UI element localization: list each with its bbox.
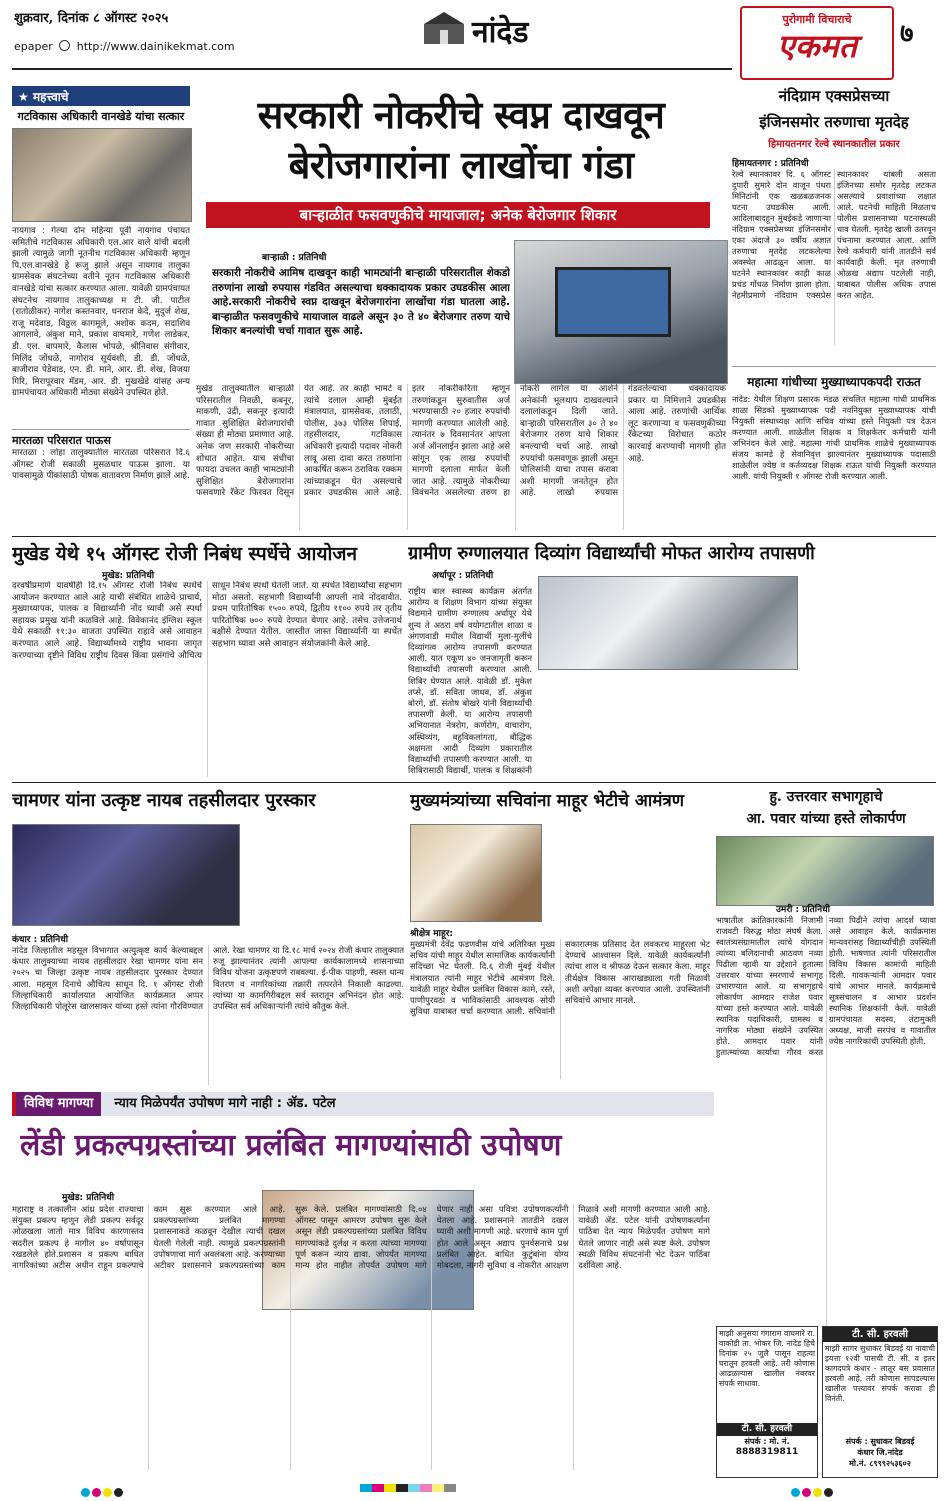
demands-band [12,1092,714,1116]
hall-body: भाषातील क्रांतिकारकांनी निजामी राजवटी विरुद्ध मोठा संघर्ष केला. स्वातंत्र्यसंग्रामातील त्यांचे योगदान त्यांच्या बलिदानाची आठवण नव्या पिढीला व्हावी या उद्देशाने हुतात्मा उत्तरवार यांच्या स्मरणार्थ सभागृह उभारण्यात आले. या सभागृहाचे लोकार्पण आमदार राजेश पवार यांच्या हस्ते करण्यात आले. यावेळी स्थानिक पदाधिकारी, ग्रामस्थ व नागरिक मोठ्या संख्येने उपस्थित होते. आमदार पवार यांनी हुतात्म्यांच्या कार्याचा गौरव करत नव्या पिढीने त्यांचा आदर्श घ्यावा असे आवाहन केले. कार्यक्रमास मान्यवरांसह विद्यार्थ्यांचीही उपस्थिती होती. भाषणात त्यांनी परिसरातील विविध विकास कामांची माहिती दिली. गावकऱ्यांनी आमदार पवार यांचे आभार मानले. कार्यक्रमाचे सूत्रसंचालन व आभार प्रदर्शन स्थानिक शिक्षकांनी केले. यावेळी ग्रामपंचायत सदस्य, तंटामुक्ती अध्यक्ष, माजी सरपंच व गावातील ज्येष्ठ नागरिकांची उपस्थिती होती. [716,915,936,1057]
obit2-contact: संपर्क : सुधाकर बिडवई [845,1437,915,1446]
masthead-rule [12,68,732,70]
obit2-place: कंधार जि.नांदेड [857,1448,903,1457]
registration-marks-right [790,1482,834,1501]
obit1-body: माझी अनुसया गंगाराम वाघमारे रा. वाकोडी ता. भोकर जि. नांदेड हिचे दिनांक २५ जुलै पासून राहत्या घरातून हरवली आहे. तरी कोणास आढळल्यास खालील नंबरवर संपर्क साधावा. [719,1329,815,1388]
hall-byline: उमरी : प्रतिनिधी [776,905,830,915]
right-story1-headline: इंजिनसमोर तरुणाचा मृतदेह [759,113,909,131]
cm-headline: मुख्यमंत्र्यांच्या सचिवांना माहूर भेटीचे आमंत्रण [410,791,685,811]
health-headline: ग्रामीण रुग्णालयात दिव्यांग विद्यार्थ्यांची मोफत आरोग्य तपासणी [408,543,815,564]
black-dot [114,1488,123,1497]
story-award [12,786,404,1086]
essay-headline: मुखेड येथे १५ ऑगस्ट रोजी निबंध स्पर्धेचे आयोजन [12,543,358,565]
sidebar-photo [12,128,192,222]
obit1 [716,1326,818,1478]
cyan-dot [81,1488,90,1497]
strip-black [396,1484,408,1492]
yellow-dot [813,1488,822,1497]
award-photo [12,824,240,926]
right-story2-body: नांदेड: येथील शिक्षण प्रसारक मंडळ संचलित महात्मा गांधी प्राथमिक शाळा सिडको मुख्याध्यापक पदी नवनियुक्त मुख्याध्यापक यांची नियुक्ती संस्थाध्यक्ष आणि सचिव यांच्या हस्ते नियुक्ती पत्र देऊन करण्यात आली. शाळेतील शिक्षक व शिक्षकेतर कर्मचारी यांनी अभिनंदन केले आहे. महात्मा गांधी प्राथमिक शाळेचे मुख्याध्यापक संजय कामडे हे सेवानिवृत्त झाल्यानंतर मुख्याध्यापक पदासाठी शाळेतील ज्येष्ठ व कर्तव्यदक्ष शिक्षक राऊत यांची नियुक्ती करण्यात आली. यांची नियुक्ती १ ऑगस्ट रोजी करण्यात आली. [732,394,936,481]
right-story1-byline: हिमायतनगर : प्रतिनिधी [732,159,809,169]
obit2-phone: मो.नं. ८९९९२५३६०२ [849,1459,911,1468]
main-lead: सरकारी नोकरीचे आमिष दाखवून काही भामट्यांनी बाऱ्हाळी परिसरातील शेकडो तरुणांना लाखो रुपयास गंडवित असल्याचा धक्कादायक प्रकार उघडकीस आला आहे.सरकारी नोकरीचे स्वप्न दाखवून बेरोजगारांना लाखोंचा गंडा घातला आहे. बाऱ्हाळीत फसवणुकीचे मायाजाल वाढले असून ३० ते ४० बेरोजगार तरुण याचे शिकार बनल्यांची चर्चा गावात सुरू आहे. [212,267,510,338]
story-health [408,540,936,778]
row3-rule [12,782,936,783]
magenta-dot [802,1488,811,1497]
obit2 [822,1326,938,1478]
essay-body: दरवर्षीप्रमाणे यावर्षीही दि.१५ ऑगस्ट रोजी निबंध स्पर्धेचे आयोजन करण्यात आले आहे याची संबंधित शाळेचे प्राचार्य, मुख्याध्यापक, पालक व विद्यार्थ्यांनी नोंद घ्यावी असे स्पर्धा सहायक प्रमुख यांनी कळविले आहे. विवेकानंद इंग्लिश स्कूल येथे सकाळी ११:३० वाजता उपस्थित राहावे असे आवाहन करण्यात आले आहे. विद्यार्थ्यांमध्ये राष्ट्रीय भावना जागृत करण्याच्या दृष्टीने विविध राष्ट्रीय दिवस किंवा प्रसंगांचे औचित्य साधून निबंध स्पर्धा घेतली जाते. या स्पर्धेत विद्यार्थ्यांचा सहभाग मोठा असतो. सहभागी विद्यार्थ्यांनी आपली नावे नोंदवावीत. प्रथम पारितोषिक १५०० रुपये, द्वितीय ११०० रुपये तर तृतीय पारितोषिक ७०० रुपये देण्यात येणार आहे. तसेच उत्तेजनार्थ बक्षीसे देण्यात येतील. जास्तीत जास्त विद्यार्थ्यांनी या स्पर्धेत सहभाग घ्यावा असे आवाहन संयोजकांनी केले आहे. [12,581,402,661]
cm-photo-caption: श्रीक्षेत्र माहूर: [410,929,454,939]
award-body: नांदेड जिल्हातील महसूल विभागात अत्युत्कृष्ट कार्य केल्याबद्दल कंधार तालुक्याच्या नायब तहसीलदार रेखा चामणर यांना सन २०२५ चा जिल्हा उत्कृष्ट नायब तहसीलदार पुरस्कार देण्यात आला. महसूल दिनाचे औचित्य साधून दि. १ ऑगस्ट रोजी जिल्हाधिकारी कार्यालयात आयोजित कार्यक्रमात अप्पर जिल्हाधिकारी पोलूरेस खालसाकर यांच्या हस्ते त्यांना गौरविण्यात आले. रेखा चामणर या दि.१८ मार्च २०२४ रोजी कंधार तालुक्यात रुजू झाल्यानंतर त्यांनी आपल्या कार्यकालामध्ये शासनाच्या विविध योजना उत्कृष्टपणे राबवल्या. ई-पीक पाहणी, स्वस्त धान्य वितरण व नागरिकांच्या तक्रारी तत्परतेने निकाली काढल्या. त्यांच्या या कामगिरीबद्दल सर्व स्तरातून अभिनंदन होत आहे. उपस्थित सर्व अधिकाऱ्यांनी त्यांचे कौतुक केले. [12,945,404,1012]
strip-yellow [384,1484,396,1492]
hall-headline-line1: हु. उत्तरवार सभागृहाचे [769,789,883,805]
obit1-phone: 8888319811 [735,1447,799,1457]
hall-photo [716,836,934,906]
right-story1 [732,86,936,366]
hall-headline-line2: आ. पवार यांच्या हस्ते लोकार्पण [746,811,906,827]
right-story2-headline: महात्मा गांधीच्या मुख्याध्यापकपदी राऊत [747,375,921,389]
globe-icon [59,40,70,51]
health-byline: अर्धापूर : प्रतिनिधी [432,571,494,581]
main-dateline: बाऱ्हाळी : प्रतिनिधी [262,253,327,263]
yellow-dot [103,1488,112,1497]
obit1-contact-label: संपर्क : मो. नं. [744,1437,790,1446]
story-hall-text [716,902,936,1322]
sidebar-story1-text: नायगाव : गेल्या दोन महिन्या पूर्वी नायगाव पंचायत समितीचे गटविकास अधिकारी एल.आर वाले यांची बदली झाली त्यामुळे जागी नूतनीच गटविकास अधिकारी म्हणून पि.एल.वानखेडे हे रूजु झाले असून नायगाव तालुका ग्रामसेवक संघटनेच्या वतीने नूतन गटविकास अधिकारी वानखेडे यांचा सत्कार करण्यात आला. यावेळी ग्रामपंचायत संघटनेच नायगाव तालुकाध्यक्ष म टी. जी. पाटील (रातोळीकर) नागेश कस्तनवार, धनराज केदे, मुदुर्ज शेख, राजू मदेवाड, विठ्ठल कागमूले, अशोक कदम, सदाशिव आगलावे, अंकुश माने, प्रकाश वाघमारे, गणेश लाडेकर, डी. एल. बापमारे, कैलास भोपळे, श्रीनिवास संगीवार, मिलिंद जोंधळे, नागोराव सूर्यवंशी, डी. डी. जोंधळे, बाजीराव पेडेवाड, एन. डी. माने, आर. डी. शेख, विजया गिरि, मिरापूरवार मॅडम, आर. डी. मुखखेडे यांसह अन्य ग्रामपंचायत अधिकारी मोठ्या संख्येने उपस्थित होते. [12,226,190,399]
right-story2 [732,366,936,531]
hunger-byline: मुखेड: प्रतिनिधी [62,1193,115,1203]
obit1-name: टी. सी. हरवली [717,1423,817,1436]
issue-date: शुक्रवार, दिनांक ८ ऑगस्ट २०२५ [14,11,169,26]
band-label: विविध मागण्या [16,1092,101,1116]
main-photo [514,240,728,384]
color-strip [360,1484,456,1492]
black-dot [824,1488,833,1497]
right-story1-kicker: नंदिग्राम एक्सप्रेसच्या [778,87,890,105]
star-icon: ★ [18,90,29,104]
main-subhead: बाऱ्हाळीत फसवणुकीचे मायाजाल; अनेक बेरोजगार शिकार [206,202,710,228]
hunger-body: महाराष्ट्र व तत्कालीन आंध्र प्रदेश राज्याचा संयुक्त प्रकल्प म्हणून लेंडी प्रकल्प सर्वदूर ओळखला जातो मात्र विविध कारणास्तव सदरील प्रकल्प हे मागील ४० वर्षांपासून रखडलेले होते.प्रशासन व प्रकल्प बाधित नागरिकांच्या अटीस अधीन राहून प्रकल्पाचे काम सुरू करण्यात आले आहे. प्रकल्पग्रस्तांच्या प्रलंबित मागण्या प्रशासनाकडे कळवून देखील त्याची दखल घेतली गेलेली नाही. त्यामुळे प्रकल्पग्रस्तांनी उपोषणाचा मार्ग अवलंबला आहे. करण्याच्या अटीवर प्रशासनाने प्रकल्पग्रस्तांच्या काम सुरू केले. प्रलंबित मागण्यांसाठी दि.०४ ऑगस्ट पासून आमरण उपोषण सुरू केले असून लेंडी प्रकल्पग्रस्तांच्या प्रलंबित विविध मागण्यांकडे दुर्लक्ष न करता त्यांच्या मागण्या पूर्ण करून न्याय द्यावा. जोपर्यंत मागण्या मान्य होत नाहीत तोपर्यंत उपोषण मागे घेणार नाही असा पवित्रा उपोषणकर्त्यांनी घेतला आहे. प्रशासनाने तातडीने दखल घ्यावी अशी मागणी आहे. धरणाचे काम पूर्ण होत आले असून अद्याप पुनर्वसनाचे प्रश्न प्रलंबित आहेत. बाधित कुटुंबांना योग्य मोबदला, नागरी सुविधा व नोकरीत आरक्षण मिळावे अशी मागणी करण्यात आली आहे. यावेळी ॲड. पटेल यांनी उपोषणकर्त्यांना पाठिंबा देत न्याय मिळेपर्यंत उपोषण मागे घेतले जाणार नाही असे स्पष्ट केले. उपोषण स्थळी विविध संघटनांनी भेट देऊन पाठिंबा दर्शविला आहे. [12,1204,710,1271]
row2-rule [12,536,936,537]
award-byline: कंधार : प्रतिनिधी [12,935,69,945]
website-url: http://www.dainikekmat.com [76,40,235,53]
main-headline-line2: बेरोजगारांना लाखोंचा गंडा [288,142,634,187]
obit2-body: माझी सागर सुधाकर बिडवई या नावाची इयत्ता १२वी पासची टी. सी. व इतर कागदपत्रे कंधार - लातूर बस प्रवासात हरवली आहे. तरी कोणास सापडल्यास खालील पत्त्यावर संपर्क करावा ही विनंती. [825,1344,935,1403]
brand-tagline: पुरोगामी विचाराचे [782,13,852,26]
sidebar-story1-title: गटविकास अधिकारी वानखेडे यांचा सत्कार [17,110,185,123]
strip-yellow2 [432,1484,444,1492]
masthead-emblem [420,10,468,46]
strip-cyan [360,1484,372,1492]
brand-logo [740,6,894,80]
strip-grey [444,1484,456,1492]
sidebar-box-title: ★ महत्त्वाचे [12,86,190,106]
story-essay [12,540,402,778]
main-headline-line1: सरकारी नोकरीचे स्वप्न दाखवून [257,92,665,137]
masthead [0,0,945,82]
registration-marks-left [80,1482,124,1501]
cyan-dot [791,1488,800,1497]
right-story1-subhead: हिमायतनगर रेल्वे स्थानकातील प्रकार [768,139,900,150]
essay-byline: मुखेड: प्रतिनिधी [102,571,155,581]
epaper-label: epaper [14,40,53,53]
band-quote: न्याय मिळेपर्यंत उपोषण मागे नाही : ॲड. पटेल [114,1096,336,1111]
health-body: राष्ट्रीय बाल स्वास्थ्य कार्यक्रम अंतर्गत आरोग्य व शिक्षण विभाग यांच्या संयुक्त विद्यमाने ग्रामीण रुग्णालय अर्धापूर येथे शुन्य ते अठरा वर्ष वयोगटातील शाळा व अंगणवाडी मधील विद्यार्थी मुला-मुलींचे दिव्यांगत्व आरोग्य तपासणी करण्यात आली. यात एकूण ४० जनजागृती करून विद्यार्थ्यांची तपासणी करण्यात आली. शिबिर घेण्यात आले. यावेळी डॉ. मुकेश तप्से, डॉ. सविता जाधव, डॉ. अंकुश बोरगे, डॉ. संतोष बोखरे यांनी विद्यार्थ्यांची तपासणी केली. या आरोग्य तपासणी अभियानात नेत्ररोग, कर्णरोग, वाचारोग, अस्थिव्यंग, बहुविकलांगता, बौद्धिक अक्षमता आदी दिव्यांग प्रकारातील विद्यार्थ्यांची तपासणी करण्यात आली. या शिबिरासाठी विद्यार्थी, पालक व शिक्षकांनी [408,586,532,776]
obit2-title: टी. सी. हरवली [823,1327,937,1342]
hunger-headline: लेंडी प्रकल्पग्रस्तांच्या प्रलंबित मागण्यांसाठी उपोषण [20,1128,562,1163]
strip-magenta [372,1484,384,1492]
strip-cyan2 [408,1484,420,1492]
laptop-screen-illustration [555,267,671,337]
cm-body: मुख्यमंत्री देवेंद्र फडणवीस यांचे अतिरिक्त मुख्य सचिव यांची माहूर येथील सामाजिक कार्यकर्त्यांनी सदिच्छा भेट घेतली. दि.६ रोजी मुंबई येथील मंत्रालयात त्यांनी माहूर भेटीचे आमंत्रण दिले. यावेळी माहूर येथील प्रलंबित विकास कामे, रस्ते, पाणीपुरवठा व भाविकांसाठी आवश्यक सोयी सुविधा याबाबत चर्चा करण्यात आली. सचिवांनी सकारात्मक प्रतिसाद देत लवकरच माहूरला भेट देण्याचे आश्वासन दिले. यावेळी कार्यकर्त्यांनी त्यांचा शाल व श्रीफळ देऊन सत्कार केला. माहूर तीर्थक्षेत्र विकास आराखड्याला गती मिळावी अशी अपेक्षा व्यक्त करण्यात आली. उपस्थितांनी सचिवांचे आभार मानले. [410,939,710,1017]
health-photo [538,576,798,670]
strip-magenta2 [420,1484,432,1492]
sidebar-left [12,86,190,526]
magenta-dot [92,1488,101,1497]
right-story1-body: रेल्वे स्थानकावर दि. ६ ऑगस्ट दुपारी सुमारे दोन वाजून पंधरा मिनिटांनी एक खळबळजनक घटना उघडकीस आली. आदिलाबादहून मुंबईकडे जाणाऱ्या नंदिग्राम एक्सप्रेसच्या इंजिनसमोर एका अंदाजे ३० वर्षीय अज्ञात तरुणाचा मृतदेह लटकलेल्या अवस्थेत आढळून आला. या घटनेने स्थानकावर काही काळ प्रचंड गोंधळ निर्माण झाला होता. नेहमीप्रमाणे नंदिग्राम एक्सप्रेस स्थानकावर थांबली असता इंजिनच्या समोर मृतदेह लटकत असल्याचे प्रवाशांच्या लक्षात आले. घटनेची माहिती मिळताच पोलीस प्रशासनाच्या घटनास्थळी धाव घेतली. मृतदेह खाली उतरवून पंचनामा करण्यात आला. आणि रेल्वे कर्मचारी यांनी तातडीने सर्व कार्यवाही केली. मृत तरुणाची ओळख अद्याप पटलेली नाही, याबाबत पोलीस अधिक तपास करत आहेत. [732,169,936,300]
city-name: नांदेड [472,15,529,50]
sidebar-story2-text: मारतळा : लोहा तालुक्यातील मारतळा परिसरात दि.६ ऑगस्ट रोजी सकाळी मुसळधार पाऊस झाला. या पावसामुळे पीकांसाठी पोषक वातावरण निर्माण झाले आहे. [12,448,190,482]
epaper-link[interactable] [14,40,235,53]
brand-name: एकमत [777,27,857,65]
main-body: मुखेड तालुक्यातील बाऱ्हाळी परिसरातील निवळी, कबनूर, माकणी, उंद्री, सकनूर इत्यादी गावात सुशिक्षित बेरोजगारांची संख्या ही मोठ्या प्रमाणात आहे. अनेक जण सरकारी नोकरीच्या शोधात आहेत. याच संधीचा फायदा उचलत काही भामट्यांनी सुशिक्षित बेरोजगारांना फसवणारे रॅकेट फिरवत दिसून येत आहे. तर काही भामटे व त्यांचे दलाल आम्ही मुंबईत मंत्रालयात, ग्रामसेवक, तलाठी, पोलीस, ३७३ पोलिस शिपाई, तहसीलदार, गटविकास अधिकारी इत्यादी पदावर नोकरी लावू असा दावा करत तरुणांना आकर्षित करून ठराविक रक्कम त्यांच्याकडून घेत असल्याचे प्रकार उघडकीस आले आहे. इतर नोकरीकरिता म्हणून तरुणांकडून सुरुवातीस अर्ज भरण्यासाठी २० हजार रुपयांची मागणी करण्यात आलेली आहे. त्यानंतर ७ दिवसानंतर आपला अर्ज ऑनलाईन झाला आहे असे सांगून एक लाख रुपयांची मागणी दलाला मार्फत केली जात आहे. त्यामुळे नोकरीच्या विवंचनेत असलेल्या तरुण हा नोकरी लागेल या आशेने अनेकांनी भूलथाप दाखवल्याने दलालांकडून दिली जाते. बाऱ्हाळी परिसरातील ३० ते ४० बेरोजगार तरुण याचे शिकार बनल्याची चर्चा आहे. लाखो रुपयांची फसवणूक झाली असून पोलिसांनी याचा तपास करावा अशी मागणी जनतेतून होत आहे. लाखो रुपयास गंडवलेल्याचा धक्कादायक प्रकार या निमित्ताने उघडकीस आला आहे. तरुणांची आर्थिक लूट करणाऱ्या व फसवणुकीच्या रॅकेटच्या विरोधात कठोर कारवाई करण्याची मागणी होत आहे. [196,384,726,499]
award-headline: चामणर यांना उत्कृष्ट नायब तहसीलदार पुरस्कार [12,790,316,811]
page-number: ७ [900,19,914,49]
cm-photo [410,824,542,922]
story-cm [410,786,710,1086]
sidebar-story2-title: मारतळा परिसरात पाऊस [12,429,190,448]
